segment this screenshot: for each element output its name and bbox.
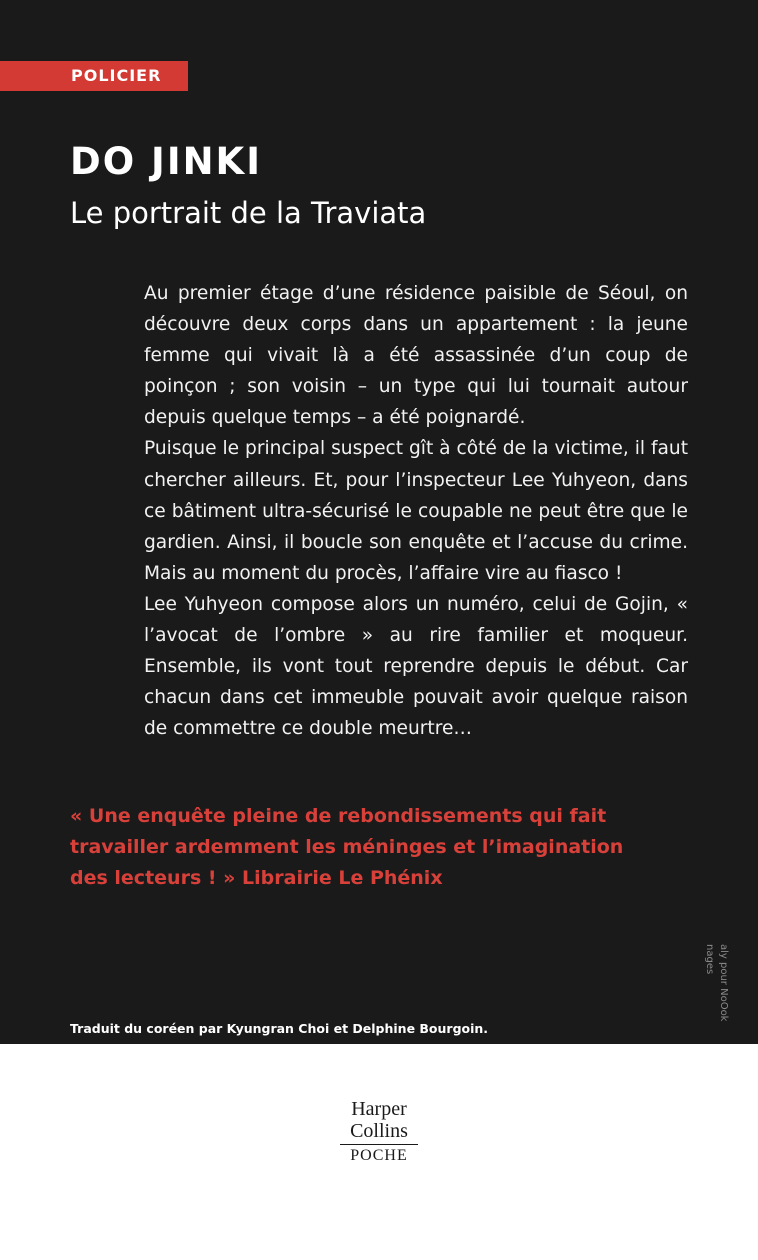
credit-line: aly pour NoOok — [718, 944, 729, 1022]
quote-line: « Une enquête pleine de rebondissements qui fait — [70, 805, 607, 827]
blurb-paragraph: Puisque le principal suspect gît à côté de la victime, il faut chercher ailleurs. Et, pour l’inspecteur Lee Yuhyeon, dans ce bâtiment ultra-sécurisé le coupable ne peut être que le gardien. Ainsi, il boucle son enquête et l’accuse du crime. Mais au moment du procès, l’affaire vire au fiasco ! — [144, 438, 688, 584]
credit-line: nages — [704, 944, 715, 975]
logo-line-poche: POCHE — [340, 1144, 418, 1166]
quote-line: travailler ardemment les méninges et l’imagination — [70, 836, 624, 858]
blurb-paragraph: Au premier étage d’une résidence paisible de Séoul, on découvre deux corps dans un appartement : la jeune femme qui vivait là a été assassinée d’un coup de poinçon ; son voisin – un type qui lui tournait autour depuis quelque temps – a été poignardé. — [144, 283, 688, 429]
logo-line-collins: Collins — [350, 1120, 408, 1142]
translator-credit: Traduit du coréen par Kyungran Choi et Delphine Bourgoin. — [70, 1021, 489, 1036]
blurb — [144, 278, 688, 744]
genre-tag: POLICIER — [0, 61, 188, 91]
blurb-paragraph: Lee Yuhyeon compose alors un numéro, celui de Gojin, « l’avocat de l’ombre » au rire familier et moqueur. Ensemble, ils vont tout reprendre depuis le début. Car chacun dans cet immeuble pouvait avoir quelque raison de commettre ce double meurtre… — [144, 593, 688, 740]
quote-line: des lecteurs ! » Librairie Le Phénix — [70, 867, 443, 889]
author-name: DO JINKI — [70, 140, 262, 183]
publisher-logo — [300, 1098, 458, 1166]
review-quote — [70, 801, 670, 894]
vertical-photo-credit — [694, 944, 730, 1024]
logo-line-harper: Harper — [351, 1098, 407, 1120]
book-title: Le portrait de la Traviata — [70, 196, 427, 230]
